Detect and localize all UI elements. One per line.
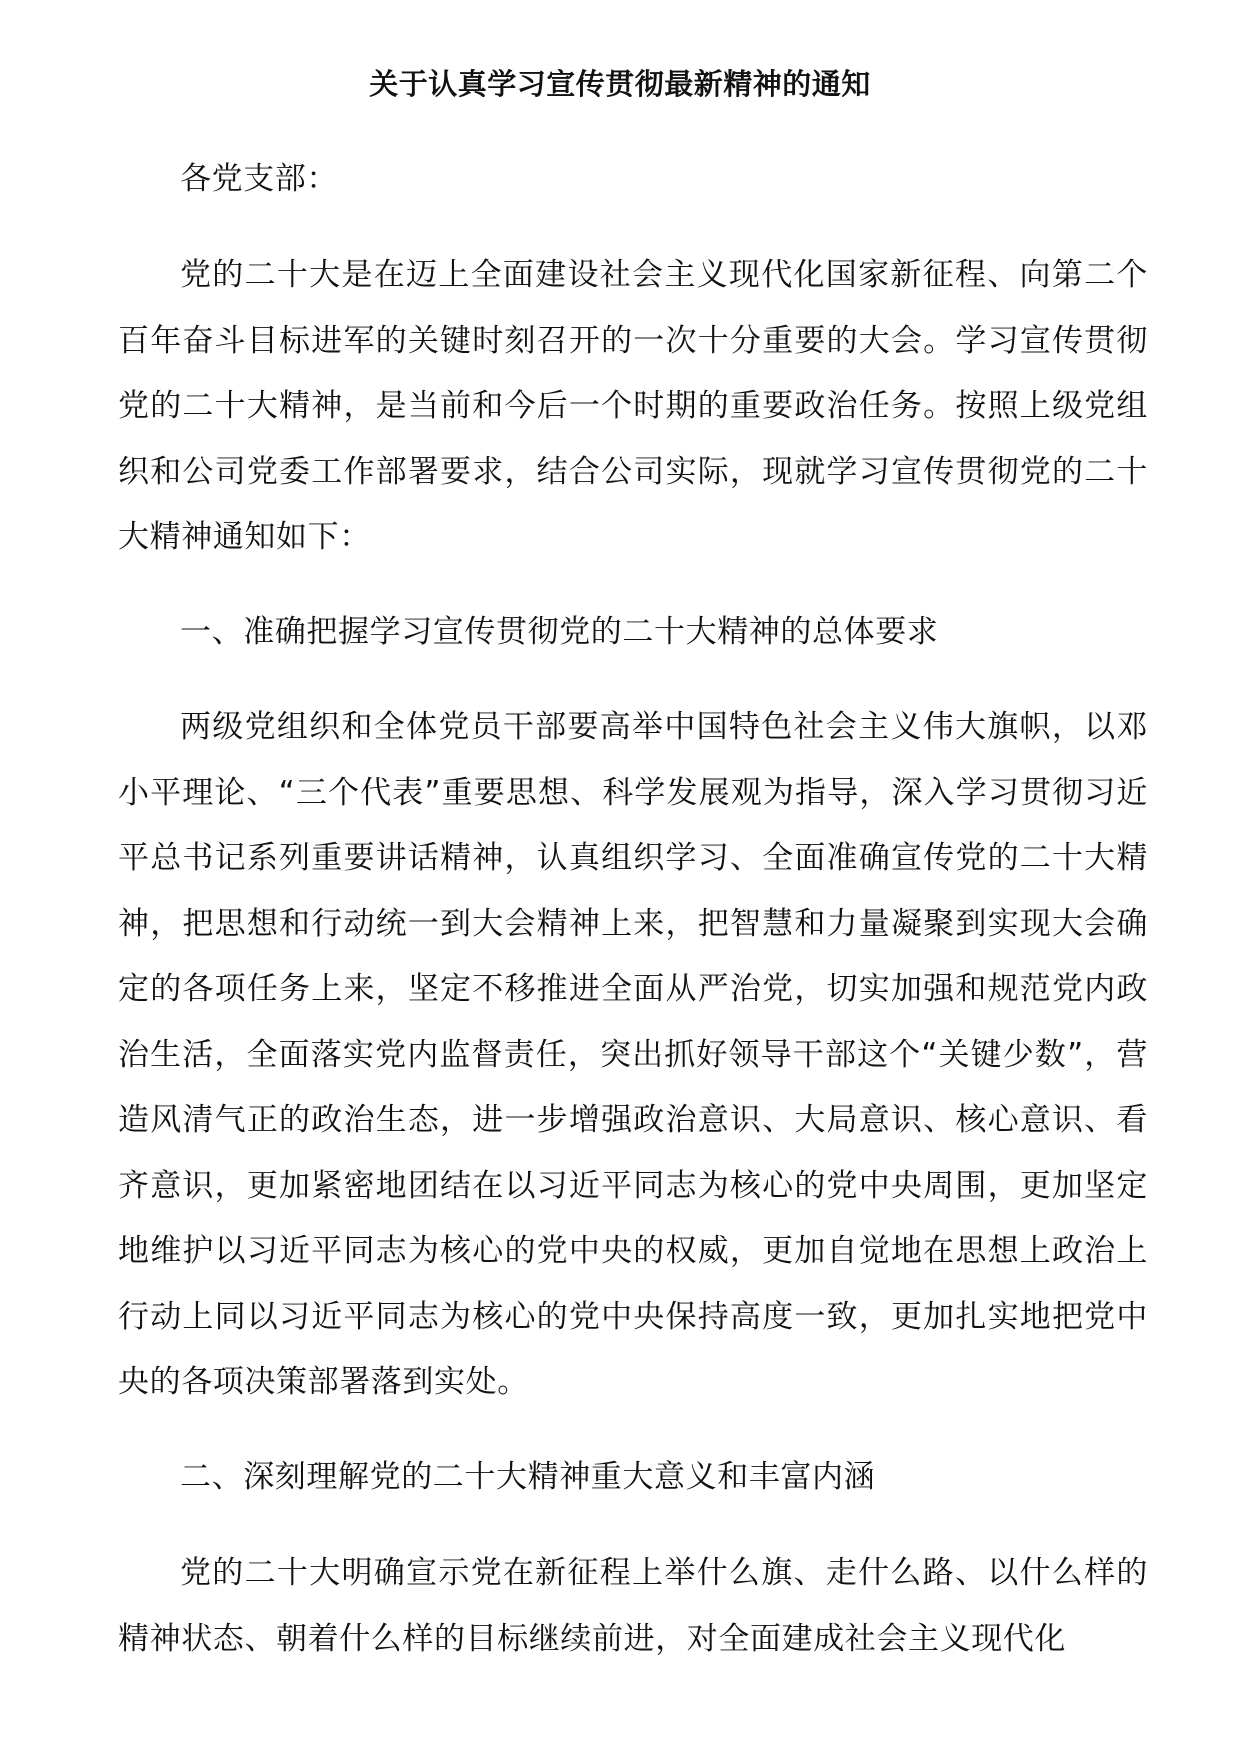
document-title: 关于认真学习宣传贯彻最新精神的通知 xyxy=(369,67,871,101)
section-2-paragraph: 党的二十大明确宣示党在新征程上举什么旗、走什么路、以什么样的精神状态、朝着什么样的目标继续前进，对全面建成社会主义现代化 xyxy=(118,1555,1148,1657)
intro-paragraph: 党的二十大是在迈上全面建设社会主义现代化国家新征程、向第二个百年奋斗目标进军的关键时刻召开的一次十分重要的大会。学习宣传贯彻党的二十大精神，是当前和今后一个时期的重要政治任务。按照上级党组织和公司党委工作部署要求，结合公司实际，现就学习宣传贯彻党的二十大精神通知如下： xyxy=(118,257,1148,555)
salutation: 各党支部： xyxy=(180,161,338,197)
section-1-heading: 一、准确把握学习宣传贯彻党的二十大精神的总体要求 xyxy=(180,614,939,650)
section-1-paragraph: 两级党组织和全体党员干部要高举中国特色社会主义伟大旗帜，以邓小平理论、“三个代表”重要思想、科学发展观为指导，深入学习贯彻习近平总书记系列重要讲话精神，认真组织学习、全面准确宣传党的二十大精神，把思想和行动统一到大会精神上来，把智慧和力量凝聚到实现大会确定的各项任务上来，坚定不移推进全面从严治党，切实加强和规范党内政治生活，全面落实党内监督责任，突出抓好领导干部这个“关键少数”，营造风清气正的政治生态，进一步增强政治意识、大局意识、核心意识、看齐意识，更加紧密地团结在以习近平同志为核心的党中央周围，更加坚定地维护以习近平同志为核心的党中央的权威，更加自觉地在思想上政治上行动上同以习近平同志为核心的党中央保持高度一致，更加扎实地把党中央的各项决策部署落到实处。 xyxy=(118,709,1148,1400)
section-2-heading: 二、深刻理解党的二十大精神重大意义和丰富内涵 xyxy=(180,1459,876,1495)
